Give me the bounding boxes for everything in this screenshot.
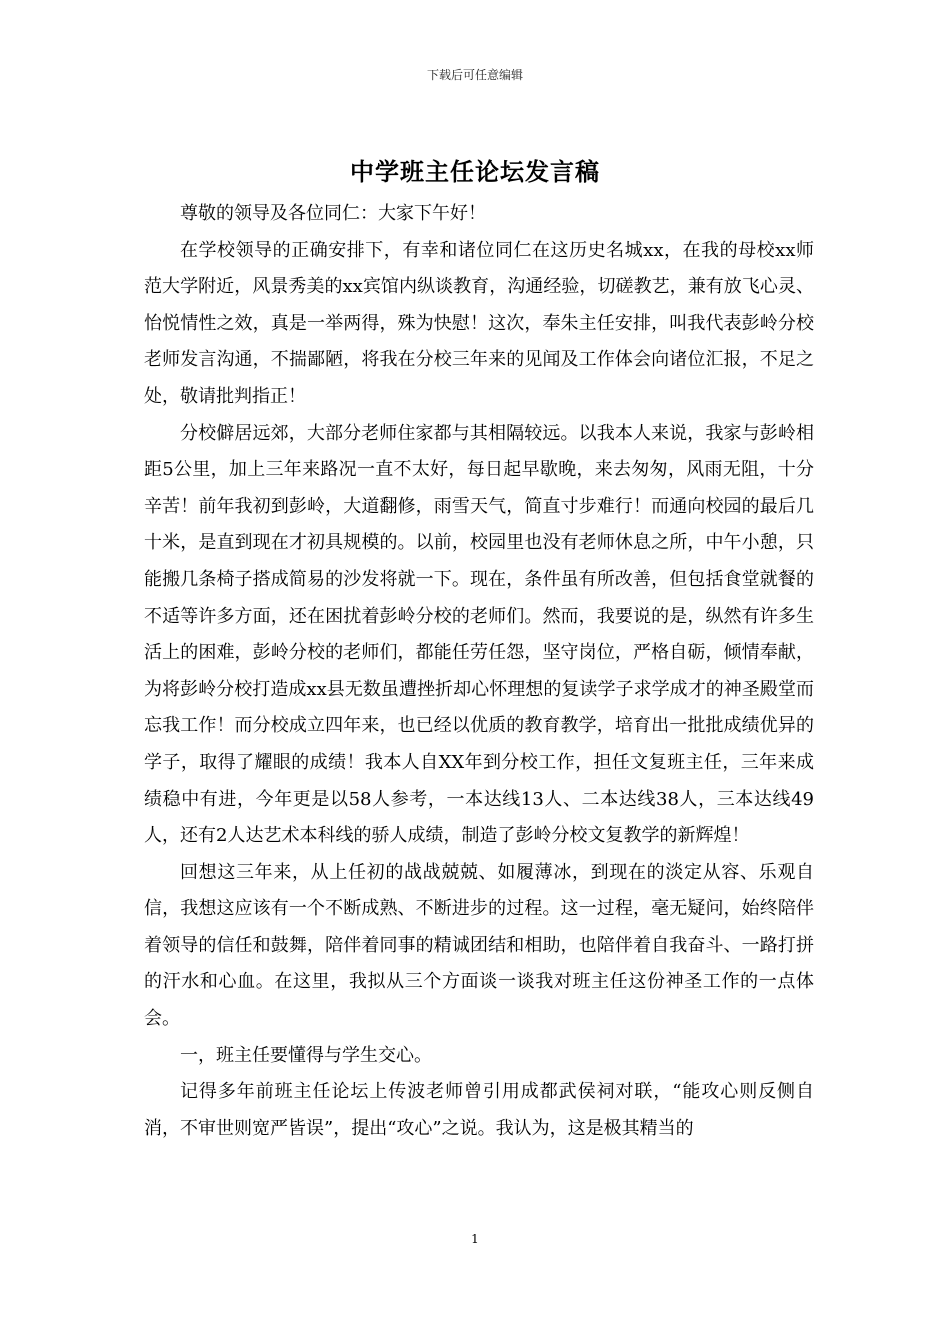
document-title: 中学班主任论坛发言稿 — [350, 157, 600, 186]
paragraph-reflection: 回想这三年来，从上任初的战战兢兢、如履薄冰，到现在的淡定从容、乐观自信，我想这应该有一个不断成熟、不断进步的过程。这一过程，毫无疑问，始终陪伴着领导的信任和鼓舞，陪伴着同事的精诚团结和相助，也陪伴着自我奋斗、一路打拼的汗水和心血。在这里，我拟从三个方面谈一谈我对班主任这份神圣工作的一点体会。 — [144, 861, 814, 1030]
document-body — [144, 196, 814, 1147]
section-heading-one: 一，班主任要懂得与学生交心。 — [180, 1044, 432, 1066]
paragraph-intro: 在学校领导的正确安排下，有幸和诸位同仁在这历史名城xx，在我的母校xx师范大学附近，风景秀美的xx宾馆内纵谈教育，沟通经验，切磋教艺，兼有放飞心灵、怡悦情性之效，真是一举两得，殊为快慰！这次，奉朱主任安排，叫我代表彭岭分校老师发言沟通，不揣鄙陋，将我在分校三年来的见闻及工作体会向诸位汇报，不足之处，敬请批判指正！ — [144, 239, 814, 407]
page-header-note: 下载后可任意编辑 — [426, 68, 523, 82]
paragraph-heart-to-heart: 记得多年前班主任论坛上传波老师曾引用成都武侯祠对联，“能攻心则反侧自消，不审世则宽严皆误”，提出“攻心”之说。我认为，这是极其精当的 — [144, 1081, 814, 1139]
paragraph-branch-school: 分校僻居远郊，大部分老师住家都与其相隔较远。以我本人来说，我家与彭岭相距5公里，加上三年来路况一直不太好，每日起早歇晚，来去匆匆，风雨无阻，十分辛苦！前年我初到彭岭，大道翻修，雨雪天气，简直寸步难行！而通向校园的最后几十米，是直到现在才初具规模的。以前，校园里也没有老师休息之所，中午小憩，只能搬几条椅子搭成简易的沙发将就一下。现在，条件虽有所改善，但包括食堂就餐的不适等许多方面，还在困扰着彭岭分校的老师们。然而，我要说的是，纵然有许多生活上的困难，彭岭分校的老师们，都能任劳任怨，坚守岗位，严格自砺，倾情奉献，为将彭岭分校打造成xx县无数虽遭挫折却心怀理想的复读学子求学成才的神圣殿堂而忘我工作！而分校成立四年来，也已经以优质的教育教学，培育出一批批成绩优异的学子，取得了耀眼的成绩！我本人自XX年到分校工作，担任文复班主任，三年来成绩稳中有进，今年更是以58人参考，一本达线13人、二本达线38人，三本达线49人，还有2人达艺术本科线的骄人成绩，制造了彭岭分校文复教学的新辉煌！ — [144, 422, 814, 847]
page-number: 1 — [471, 1232, 479, 1246]
paragraph-greeting: 尊敬的领导及各位同仁：大家下午好！ — [180, 203, 486, 224]
